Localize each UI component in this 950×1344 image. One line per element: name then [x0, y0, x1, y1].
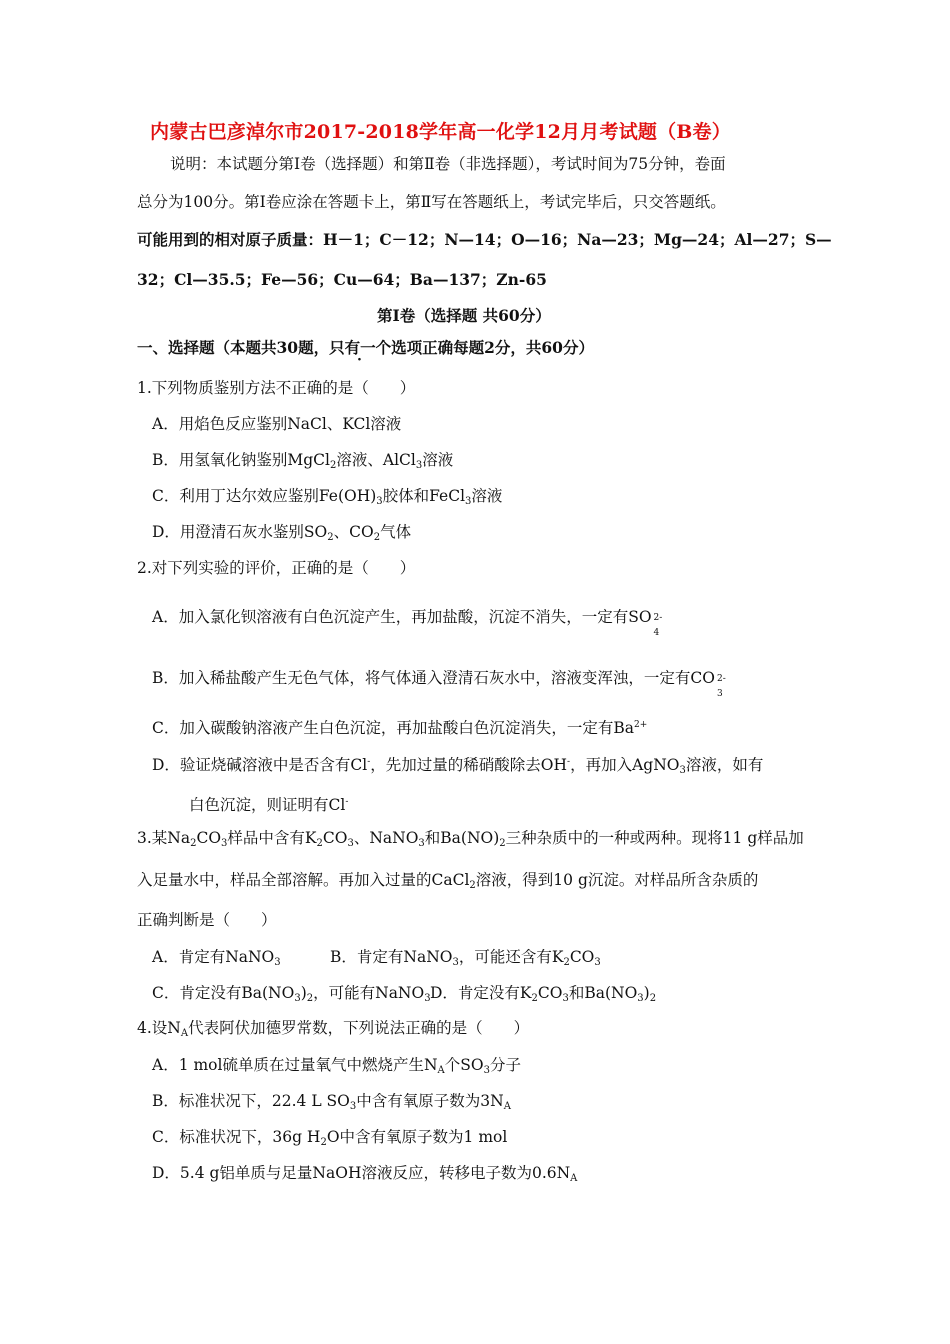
q2-d-sup: -: [567, 757, 571, 767]
q3-d-text: CO: [537, 984, 563, 1002]
q2-d-sub: 3: [679, 765, 686, 776]
q2-a-text: A．加入氯化钡溶液有白色沉淀产生，再加盐酸，沉淀不消失，一定有SO: [152, 608, 652, 626]
q4-text: 代表阿伏加德罗常数，下列说法正确的是（ ）: [188, 1019, 530, 1037]
q2-d-sup: -: [345, 797, 349, 807]
q1-option-a: A．用焰色反应鉴别NaCl、KCl溶液: [152, 415, 402, 433]
q4-text: 4.设N: [137, 1019, 181, 1037]
q4-sub: 3: [483, 1065, 490, 1076]
q3-sub: 3: [637, 993, 644, 1004]
q3-option-b: [330, 947, 601, 973]
q3-d-text: D．肯定没有K: [430, 984, 532, 1002]
intro-line-2: 总分为100分。第Ⅰ卷应涂在答题卡上，第Ⅱ写在答题纸上，考试完毕后，只交答题纸。: [137, 193, 726, 211]
q3-c-text: ): [300, 984, 307, 1002]
q3-stem-line2: [137, 870, 758, 896]
q1-d-text: 气体: [380, 523, 412, 541]
ion-charge: 2-: [653, 613, 663, 623]
q2-option-c: [152, 715, 647, 738]
q3-text: 三种杂质中的一种或两种。现将11 g样品加: [505, 829, 804, 847]
q2-d-text: D．验证烧碱溶液中是否含有Cl: [152, 756, 368, 774]
q4-stem: [137, 1018, 529, 1044]
q4-c-text: C．标准状况下，36g H: [152, 1128, 321, 1146]
q4-sub: A: [180, 1028, 189, 1039]
atomic-mass-line-1: 可能用到的相对原子质量：H－1；C－12；N—14；O—16；Na—23；Mg—24；Al—27；S—: [137, 230, 832, 249]
q2-option-a: [152, 607, 663, 638]
q1-d-sub: 2: [373, 532, 381, 543]
q3-option-c: [152, 983, 431, 1009]
q1-c-text: 胶体和FeCl: [382, 487, 466, 505]
q1-d-text: 、CO: [333, 523, 374, 541]
q3-sub: 3: [452, 957, 459, 968]
q3-sub: 2: [649, 993, 657, 1004]
q1-option-c: [152, 486, 502, 512]
q2-d-sup: -: [367, 757, 371, 767]
q3-sub: 2: [190, 838, 197, 849]
q3-text: 入足量水中，样品全部溶解。再加入过量的CaCl: [137, 871, 470, 889]
q2-stem: 2.对下列实验的评价，正确的是（ ）: [137, 559, 416, 577]
q4-b-text: B．标准状况下，22.4 L SO: [152, 1092, 350, 1110]
part-heading: 第Ⅰ卷（选择题 共60分）: [377, 306, 551, 325]
q3-sub: 2: [469, 880, 476, 891]
q1-option-b: [152, 450, 453, 476]
q3-option-a: [152, 947, 281, 973]
q4-sub: 2: [320, 1137, 327, 1148]
ion-subscript: 4: [653, 628, 660, 638]
q4-sub: A: [437, 1065, 445, 1076]
q1-d-text: D．用澄清石灰水鉴别SO: [152, 523, 328, 541]
section-heading: [137, 338, 594, 358]
atomic-mass-line-2: 32；Cl—35.5；Fe—56；Cu—64；Ba—137；Zn-65: [137, 270, 547, 289]
q3-sub: 2: [499, 838, 506, 849]
q3-sub: 3: [594, 957, 601, 968]
q3-text: 、NaNO: [353, 829, 419, 847]
q3-text: 和Ba(NO): [424, 829, 500, 847]
q3-sub: 2: [316, 838, 323, 849]
q4-option-b: [152, 1091, 511, 1117]
q3-text: CO: [196, 829, 222, 847]
q4-d-text: D．5.4 g铝单质与足量NaOH溶液反应，转移电子数为0.6N: [152, 1164, 571, 1182]
q3-option-d: [430, 983, 656, 1009]
q3-sub: 3: [221, 838, 228, 849]
q3-text: 溶液，得到10 g沉淀。对样品所含杂质的: [475, 871, 759, 889]
q2-d-text: ，再加入AgNO: [570, 756, 680, 774]
q4-b-text: 中含有氧原子数为3N: [356, 1092, 504, 1110]
section-suffix: 选项正确每题2分，共60分）: [391, 338, 594, 357]
q3-sub: 3: [424, 993, 431, 1004]
q1-b-sub: 3: [415, 460, 423, 471]
q3-sub: 3: [347, 838, 354, 849]
ion-charge: 2-: [716, 674, 726, 684]
q3-stem-line1: [137, 828, 804, 854]
q1-c-text: 溶液: [471, 487, 503, 505]
q1-c-sub: 3: [465, 496, 472, 507]
q3-sub: 3: [294, 993, 301, 1004]
q2-d-text: 溶液，如有: [685, 756, 764, 774]
q4-a-text: A．1 mol硫单质在过量氧气中燃烧产生N: [152, 1056, 438, 1074]
q1-c-sub: 3: [376, 496, 383, 507]
intro-line-1: 说明：本试题分第Ⅰ卷（选择题）和第Ⅱ卷（非选择题），考试时间为75分钟，卷面: [170, 155, 726, 173]
q4-option-c: [152, 1127, 507, 1153]
q4-a-text: 个SO: [444, 1056, 484, 1074]
q3-d-text: ): [643, 984, 650, 1002]
q3-text: 3.某Na: [137, 829, 191, 847]
document-title: 内蒙古巴彦淖尔市2017-2018学年高一化学12月月考试题（B卷）: [150, 121, 731, 143]
q3-sub: 3: [274, 957, 281, 968]
q2-c-sup: 2+: [634, 720, 648, 730]
section-emphasis: 只有一个: [329, 338, 392, 357]
q3-b-text: ，可能还含有K: [458, 948, 564, 966]
q3-c-text: C．肯定没有Ba(NO: [152, 984, 295, 1002]
ion-subscript: 3: [716, 689, 723, 699]
q1-d-sub: 2: [327, 532, 334, 543]
q4-a-text: 分子: [489, 1056, 521, 1074]
q1-option-d: [152, 522, 411, 548]
q4-option-a: [152, 1055, 521, 1081]
q3-sub: 2: [306, 993, 314, 1004]
q3-sub: 3: [418, 838, 425, 849]
q3-sub: 3: [562, 993, 569, 1004]
q1-b-text: B．用氢氧化钠鉴别MgCl: [152, 451, 331, 469]
q2-option-d-line2: [189, 792, 348, 815]
q3-sub: 2: [563, 957, 570, 968]
q3-text: CO: [322, 829, 348, 847]
q2-d-text: ，先加过量的稀硝酸除去OH: [370, 756, 568, 774]
q4-option-d: [152, 1163, 577, 1189]
q3-a-text: A．肯定有NaNO: [152, 948, 275, 966]
q1-b-sub: 2: [330, 460, 337, 471]
q3-d-text: 和Ba(NO: [568, 984, 638, 1002]
q4-sub: 3: [349, 1101, 357, 1112]
q3-stem-line3: 正确判断是（ ）: [137, 911, 277, 929]
q3-b-text: CO: [569, 948, 595, 966]
q2-option-b: [152, 668, 726, 699]
q3-text: 样品中含有K: [227, 829, 317, 847]
q3-sub: 2: [531, 993, 538, 1004]
q3-b-text: B．肯定有NaNO: [330, 948, 453, 966]
q2-c-text: C．加入碳酸钠溶液产生白色沉淀，再加盐酸白色沉淀消失，一定有Ba: [152, 719, 634, 737]
q2-d-text: 白色沉淀，则证明有Cl: [189, 796, 346, 814]
q2-b-text: B．加入稀盐酸产生无色气体，将气体通入澄清石灰水中，溶液变浑浊，一定有CO: [152, 669, 715, 687]
q4-sub: A: [570, 1173, 578, 1184]
q2-option-d-line1: [152, 752, 763, 781]
q3-c-text: ，可能有NaNO: [313, 984, 425, 1002]
q4-sub: A: [503, 1101, 511, 1112]
q1-b-text: 溶液、AlCl: [336, 451, 416, 469]
section-prefix: 一、选择题（本题共30题，: [137, 338, 330, 357]
q1-c-text: C．利用丁达尔效应鉴别Fe(OH): [152, 487, 377, 505]
q4-c-text: O中含有氧原子数为1 mol: [326, 1128, 508, 1146]
q1-stem: 1.下列物质鉴别方法不正确的是（ ）: [137, 379, 416, 397]
q1-b-text: 溶液: [422, 451, 454, 469]
